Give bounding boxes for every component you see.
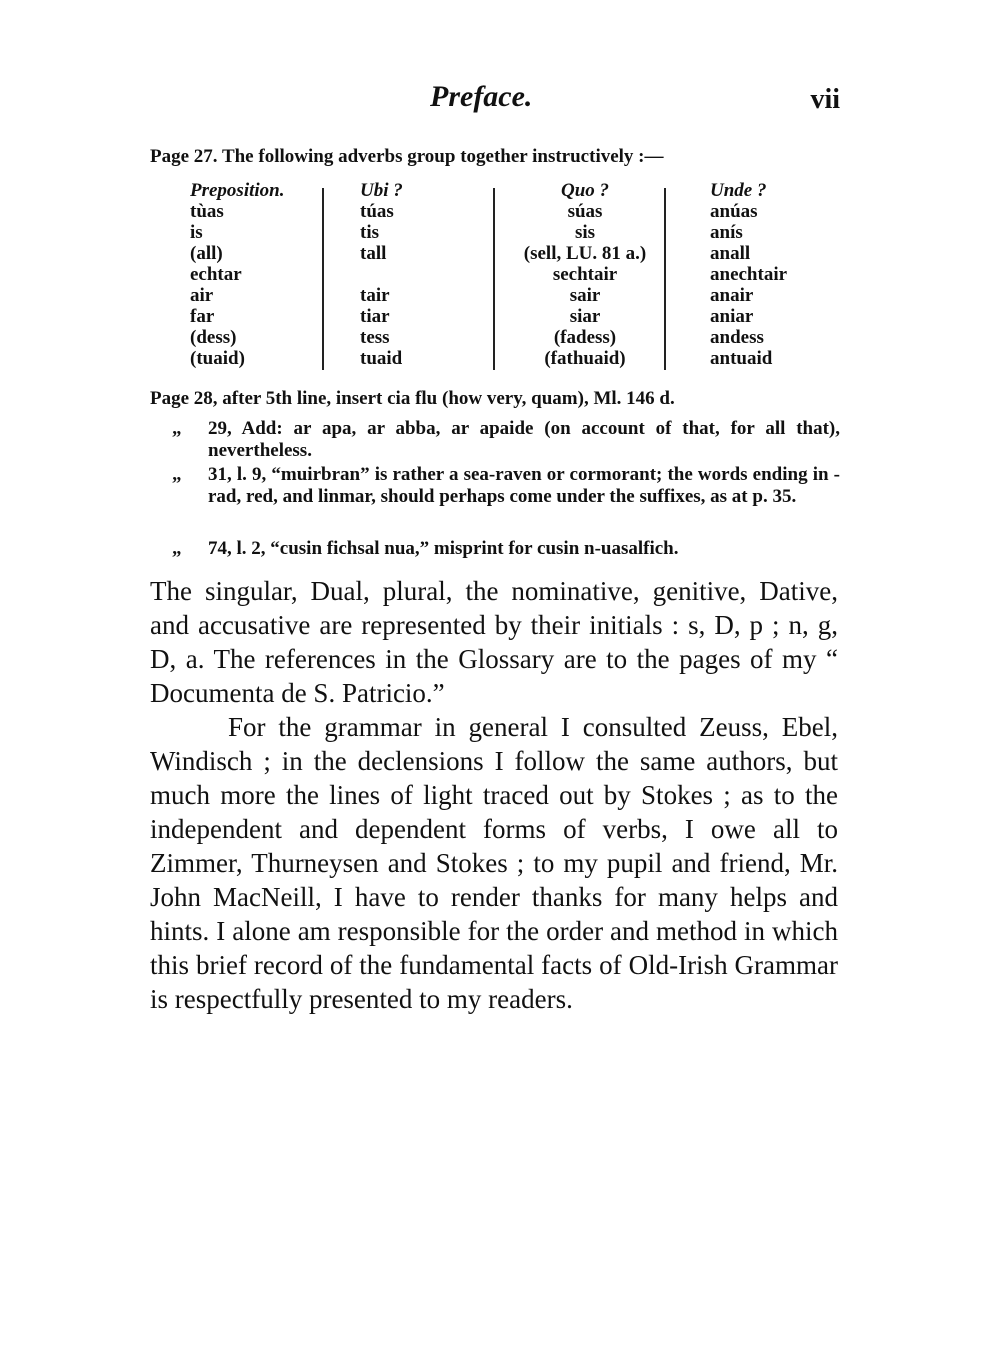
table-cell: tess [360,327,390,348]
table-cell: tiar [360,306,390,327]
correction-text: 31, l. 9, “muirbran” is rather a sea-raven or cormorant; the words ending in -rad, red, and linmar, should perhaps come under the suffixes, as at p. 35. [208,464,840,507]
column-header: Quo ? [560,180,610,201]
table-cell: anúas [710,201,758,222]
table-cell: tuaid [360,348,403,369]
table-cell: antuaid [710,348,773,369]
table-cell: anís [710,222,743,243]
table-cell: (sell, LU. 81 a.) [523,243,647,264]
table-cell: anechtair [710,264,788,285]
column-divider [493,188,495,370]
table-cell: (dess) [190,327,237,348]
page-number: vii [810,84,840,115]
table-cell [360,264,500,285]
column-header: Ubi ? [360,180,403,201]
adverb-intro: Page 27. The following adverbs group together instructively :— [150,146,664,167]
column-header: Unde ? [710,180,767,201]
column-ubi [360,180,500,375]
table-cell: tis [360,222,379,243]
table-cell: tall [360,243,387,264]
column-preposition [190,180,320,375]
column-unde [710,180,830,375]
running-title: Preface. [430,80,533,113]
table-cell: andess [710,327,764,348]
table-cell: siar [569,306,601,327]
correction-text: 74, l. 2, “cusin fichsal nua,” misprint for cusin n-uasalfich. [208,538,679,559]
table-cell: (all) [190,243,223,264]
table-cell: far [190,306,215,327]
paragraph: The singular, Dual, plural, the nominative, genitive, Dative, and accusative are represented by their initials : s, D, p ; n, g, D, a. The references in the Glossary are to the pages of my “ Documenta de S. Patricio.” [150,576,838,708]
column-quo [505,180,665,375]
ditto-mark: „ [172,418,182,439]
table-cell: anall [710,243,751,264]
page-header [150,80,840,130]
table-cell: tair [360,285,390,306]
table-cell: sis [574,222,596,243]
correction-text: Page 28, after 5th line, insert cia flu (how very, quam), Ml. 146 d. [150,388,675,409]
table-cell: túas [360,201,394,222]
ditto-mark: „ [172,464,182,485]
ditto-mark: „ [172,538,182,559]
paragraph: For the grammar in general I consulted Zeuss, Ebel, Windisch ; in the declensions I follow the same authors, but much more the lines of light traced out by Stokes ; as to the independent and dependent forms of verbs, I owe all to Zimmer, Thurneysen and Stokes ; to my pupil and friend, Mr. John MacNeill, I have to render thanks for many helps and hints. I alone am responsible for the order and method in which this brief record of the fundamental facts of Old-Irish Grammar is respectfully presented to my readers. [150,712,838,1014]
table-cell: (fadess) [553,327,617,348]
table-cell: súas [567,201,603,222]
correction-text: 29, Add: ar apa, ar abba, ar apaide (on account of that, for all that), nevertheless. [208,418,840,461]
table-cell: air [190,285,214,306]
table-cell: (tuaid) [190,348,245,369]
column-divider [664,188,666,370]
table-cell: is [190,222,203,243]
table-cell: (fathuaid) [544,348,626,369]
table-cell: sair [569,285,601,306]
table-cell: anair [710,285,754,306]
table-cell: aniar [710,306,754,327]
table-cell: echtar [190,264,242,285]
table-cell: sechtair [552,264,618,285]
table-cell: tùas [190,201,224,222]
adverb-table [190,180,800,375]
column-divider [322,188,324,370]
column-header: Preposition. [190,180,285,201]
preface-body [150,574,838,1016]
